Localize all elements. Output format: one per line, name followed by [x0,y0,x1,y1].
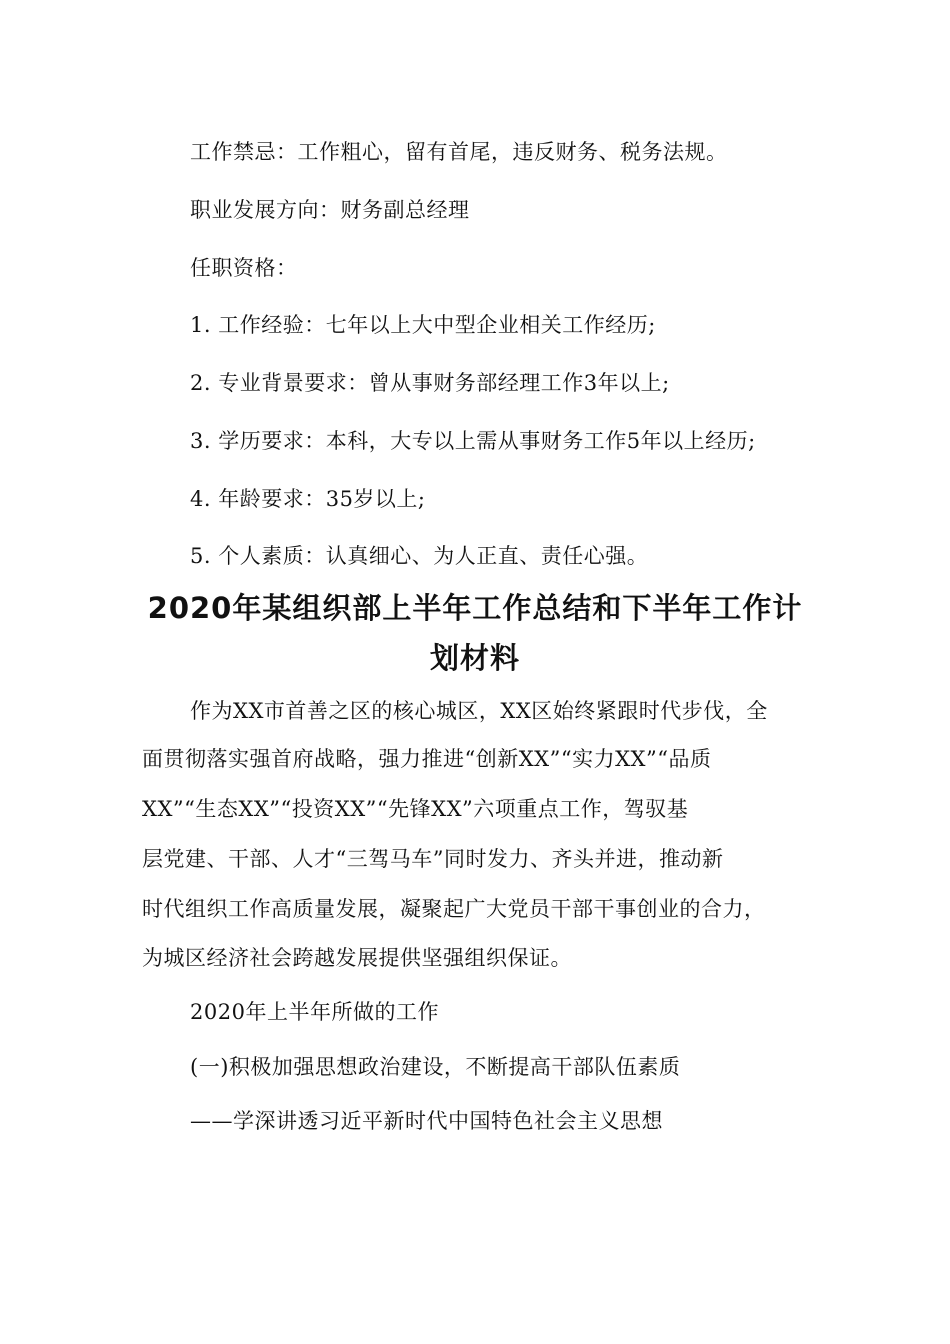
qualification-item: 2. 专业背景要求：曾从事财务部经理工作3年以上; [190,371,670,395]
intro-paragraph-line: 面贯彻落实强首府战略，强力推进“创新XX”“实力XX”“品质 [142,747,712,771]
section-subheading-1: ——学深讲透习近平新时代中国特色社会主义思想 [190,1109,663,1133]
qualification-item: 3. 学历要求：本科，大专以上需从事财务工作5年以上经历; [190,429,756,453]
article-title-line1: 2020年某组织部上半年工作总结和下半年工作计 [147,591,803,625]
intro-paragraph-line: XX”“生态XX”“投资XX”“先锋XX”六项重点工作，驾驭基 [142,797,689,821]
intro-paragraph-line: 为城区经济社会跨越发展提供坚强组织保证。 [142,946,572,970]
career-direction-text: 职业发展方向：财务副总经理 [190,198,470,222]
work-taboo-text: 工作禁忌：工作粗心，留有首尾，违反财务、税务法规。 [190,140,728,164]
section-heading-1: (一)积极加强思想政治建设，不断提高干部队伍素质 [190,1055,681,1079]
qualification-item: 1. 工作经验：七年以上大中型企业相关工作经历; [190,313,656,337]
intro-paragraph-line: 层党建、干部、人才“三驾马车”同时发力、齐头并进，推动新 [142,847,724,871]
qualifications-heading: 任职资格： [190,256,298,280]
qualification-item: 5. 个人素质：认真细心、为人正直、责任心强。 [190,544,649,568]
subheading-first-half-work: 2020年上半年所做的工作 [190,1000,439,1024]
intro-paragraph-line: 时代组织工作高质量发展，凝聚起广大党员干部干事创业的合力， [142,897,766,921]
intro-paragraph-line: 作为XX市首善之区的核心城区，XX区始终紧跟时代步伐，全 [190,699,768,723]
article-title-line2: 划材料 [429,641,520,675]
qualification-item: 4. 年龄要求：35岁以上; [190,487,426,511]
